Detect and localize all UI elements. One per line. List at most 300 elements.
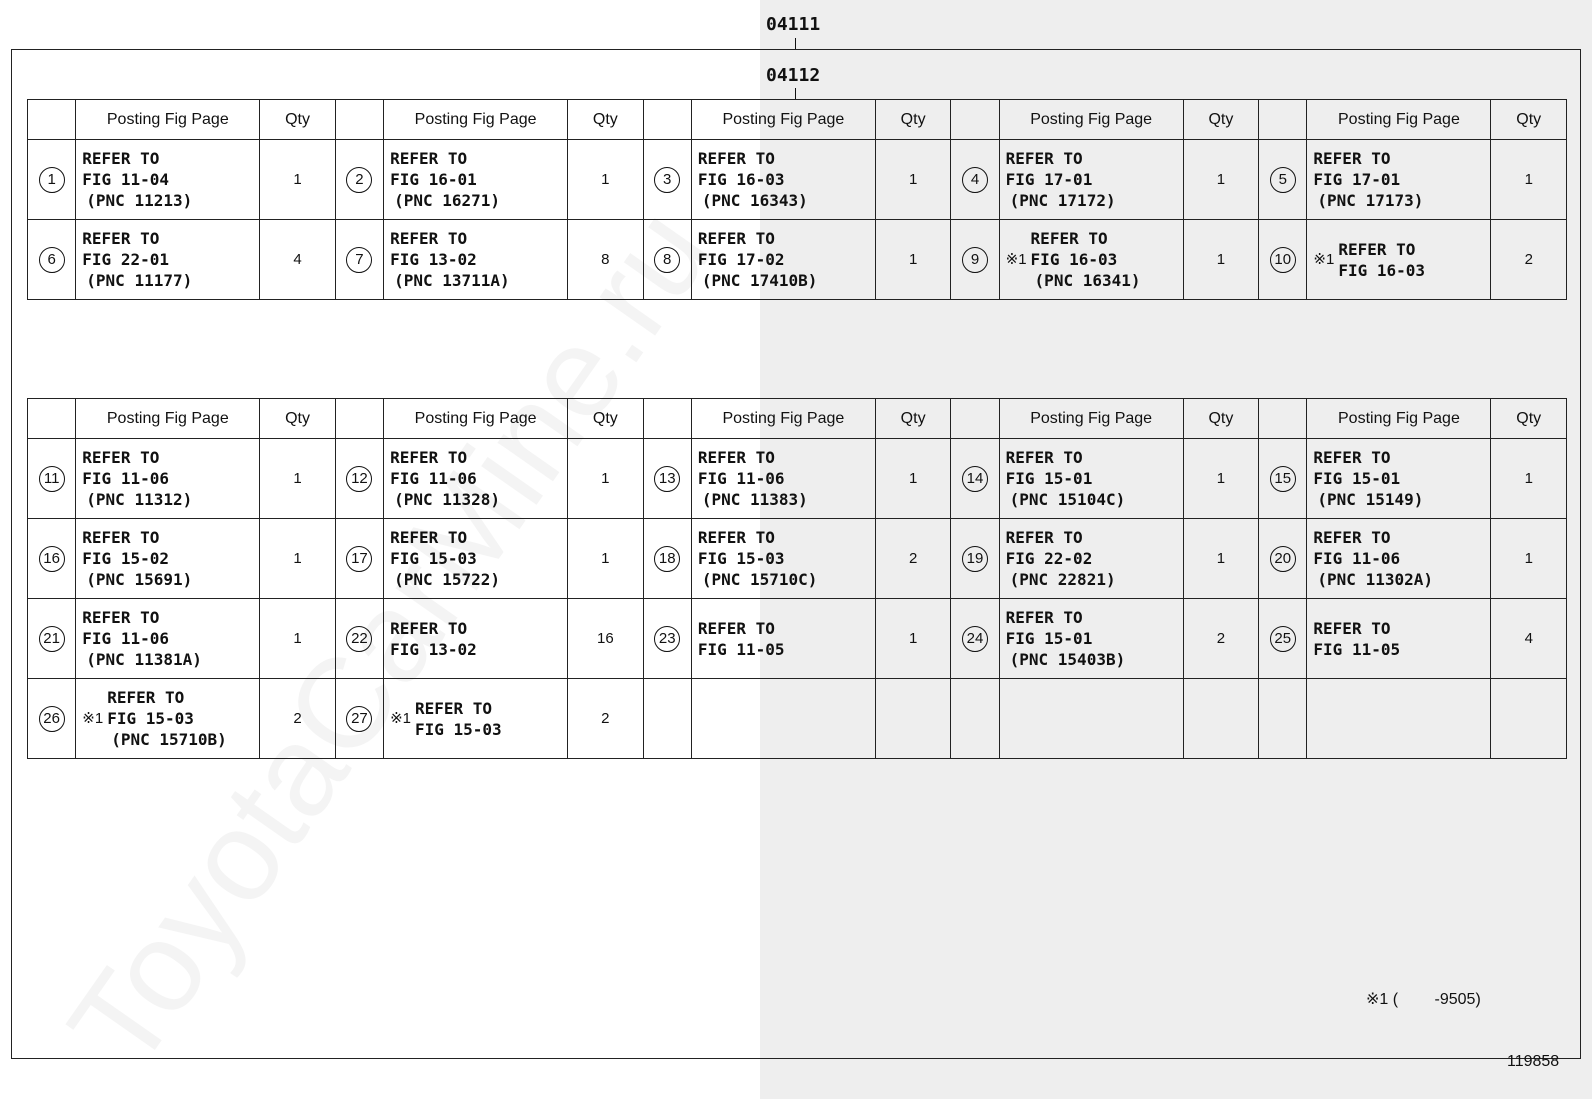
- parts-table-2: [27, 398, 1567, 759]
- fig-ref-text: FIG 13-02: [390, 250, 477, 269]
- ref-lines: [1313, 527, 1433, 590]
- item-number-cell: [643, 519, 691, 599]
- item-number-badge: 19: [962, 546, 988, 572]
- item-number-cell: [335, 599, 383, 679]
- item-number-badge: 3: [654, 167, 680, 193]
- ref-lines: [698, 447, 808, 510]
- fig-ref-text: FIG 15-01: [1005, 469, 1093, 488]
- qty-value: 1: [908, 630, 918, 647]
- qty-value: 2: [293, 710, 302, 727]
- qty-cell: [875, 519, 950, 599]
- header-qty: Qty: [875, 100, 950, 140]
- item-number-cell: [28, 220, 76, 300]
- pnc-text: (PNC 16341): [1034, 271, 1141, 290]
- posting-ref-cell: [691, 439, 875, 519]
- ref-lines: [698, 618, 785, 660]
- pnc-text: (PNC 17172): [1009, 191, 1116, 210]
- posting-ref-cell: [76, 439, 260, 519]
- note-mark: ※1: [1005, 251, 1027, 268]
- refer-to-text: REFER TO: [390, 149, 468, 168]
- refer-to-text: REFER TO: [1005, 448, 1083, 467]
- qty-cell: [568, 140, 643, 220]
- ref-lines: [390, 527, 500, 590]
- posting-ref-cell: [691, 679, 875, 759]
- qty-cell: [260, 599, 335, 679]
- refer-to-text: REFER TO: [1313, 528, 1391, 547]
- ref-lines: [82, 527, 192, 590]
- refer-to-text: REFER TO: [414, 698, 493, 718]
- item-number-cell: [335, 140, 383, 220]
- item-number-cell: [335, 439, 383, 519]
- qty-cell: [568, 519, 643, 599]
- fig-ref-text: FIG 15-01: [1005, 629, 1093, 648]
- fig-ref-text: FIG 15-03: [107, 709, 194, 728]
- posting-ref-cell: [384, 599, 568, 679]
- pnc-text: (PNC 16271): [394, 191, 501, 210]
- header-posting-fig-page: Posting Fig Page: [1307, 399, 1491, 439]
- item-number-badge: 5: [1270, 167, 1296, 193]
- header-blank: [335, 399, 383, 439]
- refer-to-text: REFER TO: [1005, 528, 1083, 547]
- ref-lines: [390, 618, 477, 660]
- qty-value: 8: [601, 251, 610, 268]
- refer-to-text: REFER TO: [107, 688, 185, 707]
- pnc-text: (PNC 17173): [1317, 191, 1424, 210]
- qty-value: 1: [293, 470, 302, 487]
- header-qty: Qty: [1491, 399, 1567, 439]
- qty-cell: [260, 439, 335, 519]
- ref-lines: [82, 607, 202, 670]
- fig-ref-text: FIG 11-04: [82, 170, 169, 189]
- refer-to-text: REFER TO: [1005, 149, 1083, 168]
- qty-value: 1: [293, 630, 302, 647]
- ref-lines: [698, 148, 808, 211]
- ref-lines: [1006, 447, 1126, 510]
- header-posting-fig-page: Posting Fig Page: [691, 399, 875, 439]
- header-qty: Qty: [1491, 100, 1567, 140]
- ref-block: [1006, 148, 1183, 211]
- ref-lines: [1006, 148, 1116, 211]
- qty-value: 1: [908, 251, 918, 268]
- fig-ref-text: FIG 15-03: [390, 549, 477, 568]
- ref-lines: [1313, 618, 1400, 660]
- ref-lines: [1031, 228, 1141, 291]
- qty-cell: [568, 439, 643, 519]
- header-blank: [28, 399, 76, 439]
- qty-cell: [260, 220, 335, 300]
- table-row: [28, 519, 1567, 599]
- ref-block: [1006, 527, 1183, 590]
- qty-value: 2: [601, 710, 610, 727]
- pnc-text: (PNC 11381A): [86, 650, 202, 669]
- ref-block: [1006, 447, 1183, 510]
- posting-ref-cell: [384, 140, 568, 220]
- posting-ref-cell: [691, 519, 875, 599]
- item-number-cell: [643, 599, 691, 679]
- ref-lines: [1313, 148, 1423, 211]
- posting-ref-cell: [999, 439, 1183, 519]
- ref-block: [390, 447, 567, 510]
- item-number-badge: 13: [654, 466, 680, 492]
- qty-cell: [875, 439, 950, 519]
- pnc-text: (PNC 15710B): [111, 730, 227, 749]
- posting-ref-cell: [691, 220, 875, 300]
- item-number-badge: 24: [962, 626, 988, 652]
- qty-value: 1: [1216, 171, 1226, 188]
- item-number-badge: 15: [1270, 466, 1296, 492]
- qty-cell: [1183, 140, 1258, 220]
- ref-lines: [390, 228, 510, 291]
- footnote: ※1 ( -9505): [1366, 991, 1481, 1008]
- header-qty: Qty: [260, 399, 335, 439]
- fig-ref-text: FIG 11-05: [697, 639, 785, 659]
- fig-ref-text: FIG 22-01: [82, 250, 169, 269]
- ref-block: [82, 527, 259, 590]
- note-mark: ※1: [390, 710, 411, 727]
- header-posting-fig-page: Posting Fig Page: [384, 399, 568, 439]
- qty-cell: [875, 679, 950, 759]
- qty-cell: [568, 599, 643, 679]
- qty-value: 1: [293, 171, 302, 188]
- ref-block: [390, 228, 567, 291]
- refer-to-text: REFER TO: [1313, 448, 1391, 467]
- refer-to-text: REFER TO: [1005, 608, 1083, 627]
- item-number-cell: [1259, 140, 1307, 220]
- ref-block: [82, 687, 259, 750]
- item-number-cell: [1259, 519, 1307, 599]
- header-posting-fig-page: Posting Fig Page: [999, 100, 1183, 140]
- item-number-badge: 22: [346, 626, 372, 652]
- refer-to-text: REFER TO: [82, 448, 160, 467]
- ref-lines: [107, 687, 227, 750]
- fig-ref-text: FIG 11-06: [82, 469, 169, 488]
- posting-ref-cell: [76, 140, 260, 220]
- table-row: [28, 599, 1567, 679]
- refer-to-text: REFER TO: [390, 448, 468, 467]
- qty-cell: [875, 599, 950, 679]
- item-number-cell: [643, 220, 691, 300]
- item-number-cell: [28, 599, 76, 679]
- header-qty: Qty: [1183, 399, 1258, 439]
- refer-to-text: REFER TO: [82, 528, 160, 547]
- table-row: [28, 140, 1567, 220]
- refer-to-text: REFER TO: [390, 528, 468, 547]
- ref-lines: [698, 228, 818, 291]
- ref-lines: [82, 447, 192, 510]
- qty-cell: [1491, 599, 1567, 679]
- pnc-text: (PNC 15691): [86, 570, 193, 589]
- ref-block: [82, 228, 259, 291]
- posting-ref-cell: [1307, 220, 1491, 300]
- table-row: [28, 679, 1567, 759]
- item-number-cell: [951, 439, 999, 519]
- ref-lines: [1006, 607, 1126, 670]
- header-blank: [951, 100, 999, 140]
- posting-ref-cell: [384, 439, 568, 519]
- item-number-cell: [335, 220, 383, 300]
- qty-cell: [1491, 439, 1567, 519]
- fig-ref-text: FIG 11-05: [1313, 639, 1401, 659]
- qty-cell: [875, 220, 950, 300]
- qty-cell: [1183, 679, 1258, 759]
- fig-ref-text: FIG 11-06: [1313, 549, 1401, 568]
- item-number-badge: 6: [39, 247, 65, 273]
- posting-ref-cell: [384, 220, 568, 300]
- item-number-cell: [28, 439, 76, 519]
- refer-to-text: REFER TO: [1313, 149, 1391, 168]
- header-posting-fig-page: Posting Fig Page: [76, 399, 260, 439]
- pnc-text: (PNC 15710C): [701, 570, 818, 589]
- item-number-cell: [28, 679, 76, 759]
- fig-ref-text: FIG 17-01: [1005, 170, 1093, 189]
- item-number-badge: 14: [962, 466, 988, 492]
- qty-value: 1: [1216, 550, 1226, 567]
- fig-ref-text: FIG 15-02: [82, 549, 169, 568]
- header-blank: [1259, 100, 1307, 140]
- ref-block: [1006, 607, 1183, 670]
- item-number-badge: 7: [346, 247, 372, 273]
- qty-value: 1: [1216, 251, 1226, 268]
- refer-to-text: REFER TO: [1030, 229, 1108, 248]
- posting-ref-cell: [76, 599, 260, 679]
- ref-block: [698, 228, 875, 291]
- pnc-text: (PNC 17410B): [701, 271, 818, 290]
- posting-ref-cell: [691, 599, 875, 679]
- qty-cell: [260, 679, 335, 759]
- qty-value: 1: [908, 171, 918, 188]
- pnc-text: (PNC 11312): [86, 490, 193, 509]
- ref-lines: [390, 148, 500, 211]
- table-row: [28, 439, 1567, 519]
- fig-ref-text: FIG 15-03: [414, 719, 502, 739]
- refer-to-text: REFER TO: [697, 528, 775, 547]
- ref-block: [1313, 447, 1490, 510]
- qty-cell: [1183, 519, 1258, 599]
- item-number-badge: 21: [39, 626, 65, 652]
- qty-cell: [1491, 519, 1567, 599]
- qty-value: 1: [1524, 171, 1533, 188]
- fig-ref-text: FIG 11-06: [390, 469, 477, 488]
- header-blank: [951, 399, 999, 439]
- qty-value: 2: [1524, 251, 1533, 268]
- ref-block: [698, 148, 875, 211]
- pnc-text: (PNC 11302A): [1317, 570, 1433, 589]
- figure-number: 119858: [1507, 1053, 1560, 1070]
- header-blank: [643, 399, 691, 439]
- item-number-cell: [1259, 679, 1307, 759]
- item-number-badge: 12: [346, 466, 372, 492]
- fig-ref-text: FIG 11-06: [697, 469, 785, 488]
- ref-block: [82, 148, 259, 211]
- ref-block: [82, 447, 259, 510]
- qty-value: 1: [1216, 470, 1226, 487]
- posting-ref-cell: [999, 599, 1183, 679]
- pnc-text: (PNC 15104C): [1009, 490, 1126, 509]
- table-header-row: [28, 100, 1567, 140]
- pnc-text: (PNC 11213): [86, 191, 193, 210]
- table-row: [28, 220, 1567, 300]
- fig-ref-text: FIG 17-01: [1313, 170, 1401, 189]
- refer-to-text: REFER TO: [82, 149, 160, 168]
- qty-value: 1: [601, 550, 610, 567]
- item-number-cell: [951, 679, 999, 759]
- ref-block: [698, 447, 875, 510]
- refer-to-text: REFER TO: [390, 618, 468, 638]
- fig-ref-text: FIG 16-03: [697, 170, 785, 189]
- ref-block: [698, 527, 875, 590]
- item-number-badge: 17: [346, 546, 372, 572]
- refer-to-text: REFER TO: [82, 608, 160, 627]
- item-number-badge: 11: [39, 466, 65, 492]
- refer-to-text: REFER TO: [1338, 239, 1416, 259]
- qty-cell: [260, 519, 335, 599]
- note-mark: ※1: [1313, 251, 1335, 268]
- item-number-cell: [1259, 439, 1307, 519]
- item-number-badge: 20: [1270, 546, 1296, 572]
- item-number-cell: [335, 679, 383, 759]
- qty-cell: [568, 679, 643, 759]
- refer-to-text: REFER TO: [697, 448, 775, 467]
- posting-ref-cell: [999, 140, 1183, 220]
- qty-cell: [1491, 140, 1567, 220]
- pnc-text: (PNC 15403B): [1009, 650, 1126, 669]
- qty-value: 1: [601, 470, 610, 487]
- qty-value: 1: [908, 470, 918, 487]
- header-blank: [1259, 399, 1307, 439]
- posting-ref-cell: [76, 679, 260, 759]
- pnc-text: (PNC 11383): [701, 490, 808, 509]
- item-number-badge: 23: [654, 626, 680, 652]
- ref-block: [1313, 148, 1490, 211]
- posting-ref-cell: [384, 519, 568, 599]
- pnc-text: (PNC 11328): [394, 490, 501, 509]
- item-number-badge: 26: [39, 706, 65, 732]
- item-number-cell: [951, 519, 999, 599]
- refer-to-text: REFER TO: [1313, 618, 1391, 638]
- posting-ref-cell: [999, 679, 1183, 759]
- item-number-cell: [28, 519, 76, 599]
- fig-ref-text: FIG 15-01: [1313, 469, 1401, 488]
- ref-lines: [1338, 239, 1425, 281]
- qty-value: 1: [293, 550, 302, 567]
- item-number-badge: 1: [39, 167, 65, 193]
- pnc-text: (PNC 15149): [1317, 490, 1424, 509]
- item-number-badge: 2: [346, 167, 372, 193]
- item-number-badge: 10: [1270, 247, 1296, 273]
- item-number-cell: [643, 439, 691, 519]
- qty-cell: [875, 140, 950, 220]
- ref-lines: [415, 698, 502, 740]
- posting-ref-cell: [1307, 519, 1491, 599]
- qty-cell: [260, 140, 335, 220]
- qty-value: 1: [601, 171, 610, 188]
- note-mark: ※1: [82, 710, 104, 727]
- refer-to-text: REFER TO: [697, 618, 775, 638]
- qty-value: 2: [908, 550, 918, 567]
- ref-lines: [82, 148, 192, 211]
- qty-value: 16: [597, 630, 614, 647]
- fig-ref-text: FIG 22-02: [1005, 549, 1093, 568]
- qty-value: 2: [1216, 630, 1226, 647]
- posting-ref-cell: [691, 140, 875, 220]
- ref-block: [1313, 527, 1490, 590]
- header-qty: Qty: [568, 399, 643, 439]
- ref-block: [390, 698, 567, 740]
- fig-ref-text: FIG 16-03: [1030, 250, 1118, 269]
- posting-ref-cell: [1307, 679, 1491, 759]
- posting-ref-cell: [384, 679, 568, 759]
- refer-to-text: REFER TO: [697, 229, 775, 248]
- header-qty: Qty: [875, 399, 950, 439]
- fig-ref-text: FIG 16-03: [1338, 260, 1426, 280]
- item-number-cell: [951, 599, 999, 679]
- item-number-cell: [1259, 220, 1307, 300]
- parts-table-1: [27, 99, 1567, 300]
- qty-cell: [1183, 599, 1258, 679]
- ref-block: [1006, 228, 1183, 291]
- fig-ref-text: FIG 16-01: [390, 170, 477, 189]
- ref-lines: [390, 447, 500, 510]
- qty-value: 1: [1524, 470, 1533, 487]
- item-number-cell: [1259, 599, 1307, 679]
- item-number-cell: [643, 140, 691, 220]
- header-qty: Qty: [568, 100, 643, 140]
- qty-cell: [568, 220, 643, 300]
- header-posting-fig-page: Posting Fig Page: [1307, 100, 1491, 140]
- item-number-badge: 4: [962, 167, 988, 193]
- refer-to-text: REFER TO: [82, 229, 160, 248]
- pnc-text: (PNC 22821): [1009, 570, 1116, 589]
- posting-ref-cell: [999, 519, 1183, 599]
- item-number-badge: 18: [654, 546, 680, 572]
- pnc-text: (PNC 11177): [86, 271, 193, 290]
- item-number-badge: 16: [39, 546, 65, 572]
- item-number-badge: 27: [346, 706, 372, 732]
- group-code: 04111: [766, 14, 821, 35]
- table-header-row: [28, 399, 1567, 439]
- ref-block: [1313, 618, 1490, 660]
- fig-ref-text: FIG 17-02: [697, 250, 785, 269]
- header-qty: Qty: [1183, 100, 1258, 140]
- header-blank: [643, 100, 691, 140]
- header-qty: Qty: [260, 100, 335, 140]
- ref-lines: [698, 527, 818, 590]
- item-number-cell: [951, 140, 999, 220]
- item-number-cell: [335, 519, 383, 599]
- header-blank: [335, 100, 383, 140]
- header-posting-fig-page: Posting Fig Page: [691, 100, 875, 140]
- posting-ref-cell: [76, 220, 260, 300]
- ref-block: [390, 148, 567, 211]
- item-number-cell: [951, 220, 999, 300]
- item-number-badge: 25: [1270, 626, 1296, 652]
- qty-cell: [1183, 439, 1258, 519]
- ref-lines: [82, 228, 192, 291]
- ref-block: [82, 607, 259, 670]
- item-number-badge: 9: [962, 247, 988, 273]
- posting-ref-cell: [1307, 439, 1491, 519]
- refer-to-text: REFER TO: [697, 149, 775, 168]
- qty-value: 4: [293, 251, 302, 268]
- ref-block: [390, 527, 567, 590]
- ref-lines: [1006, 527, 1116, 590]
- fig-ref-text: FIG 11-06: [82, 629, 169, 648]
- header-posting-fig-page: Posting Fig Page: [384, 100, 568, 140]
- header-posting-fig-page: Posting Fig Page: [999, 399, 1183, 439]
- pnc-text: (PNC 15722): [394, 570, 501, 589]
- refer-to-text: REFER TO: [390, 229, 468, 248]
- item-number-cell: [28, 140, 76, 220]
